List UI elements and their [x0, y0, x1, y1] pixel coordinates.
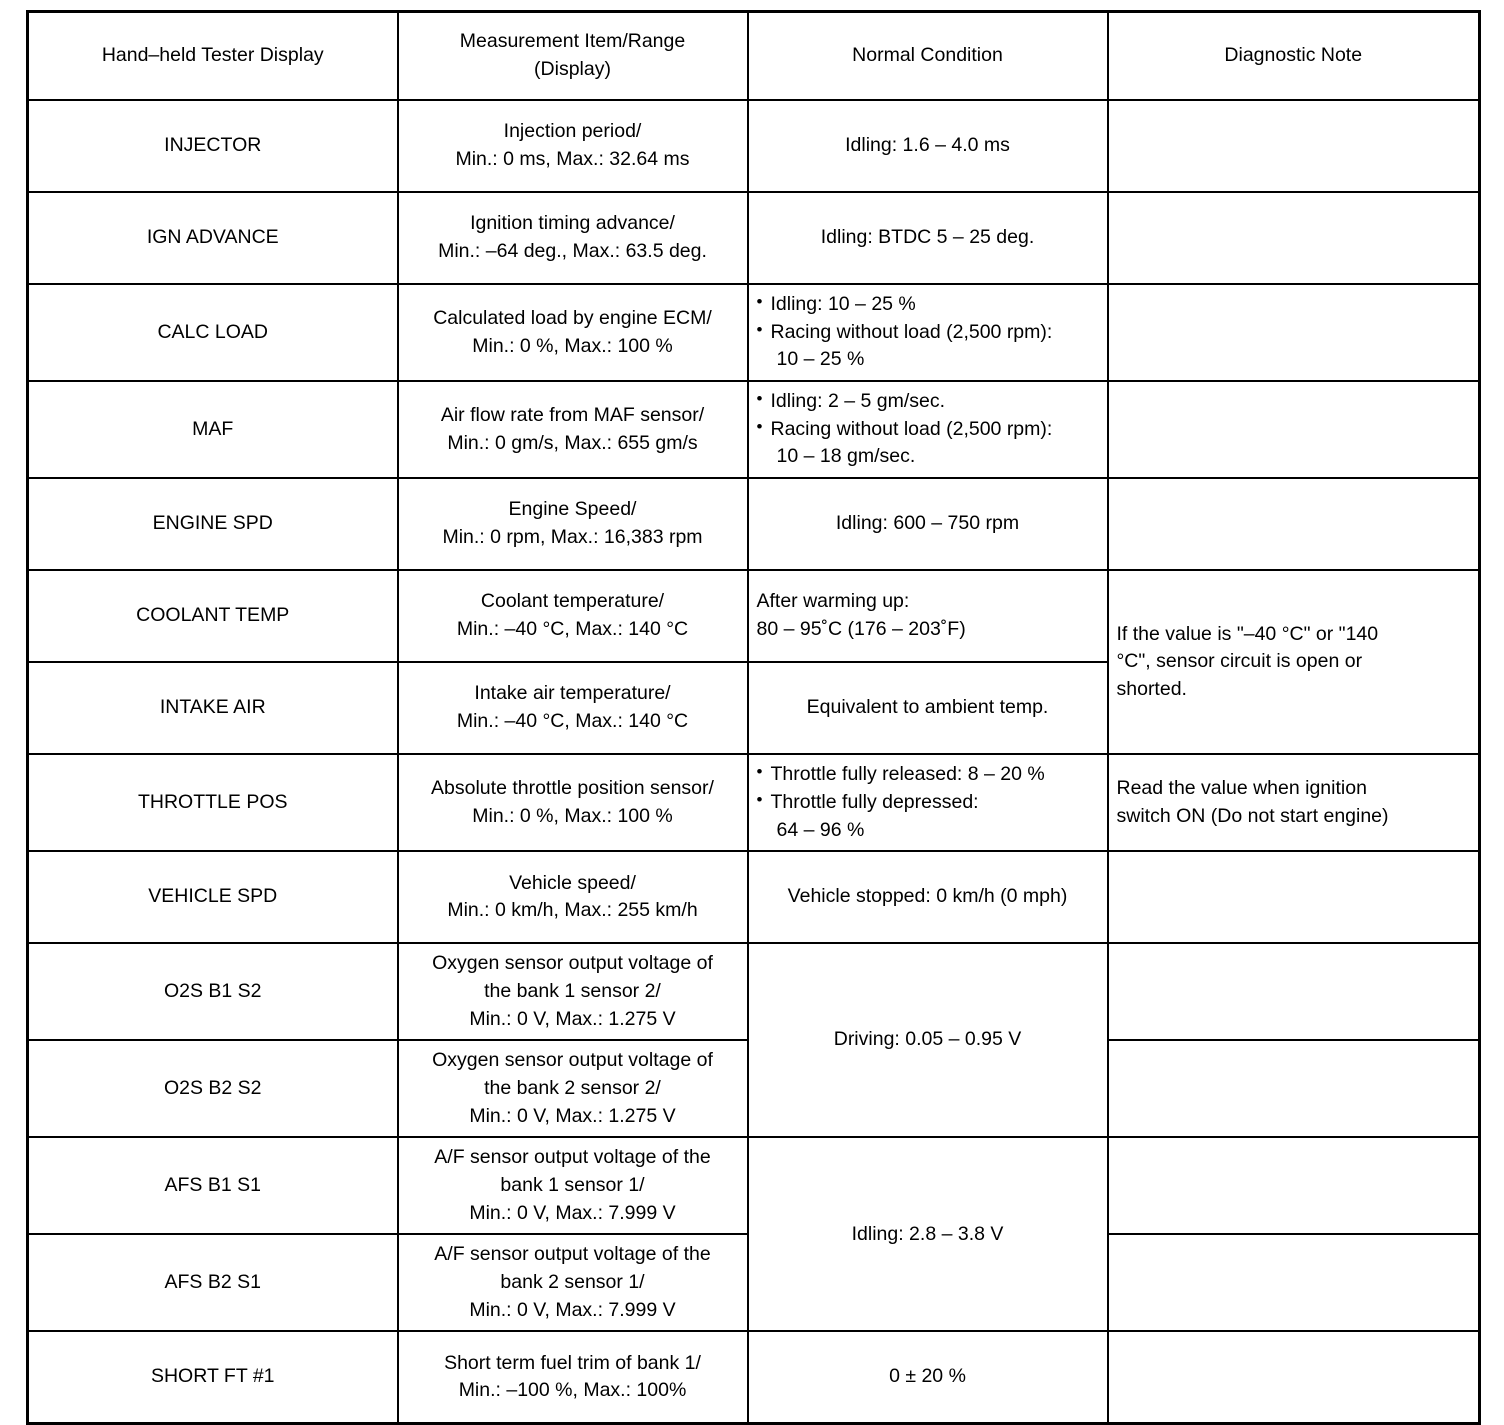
cell-display — [28, 754, 398, 851]
normal-line: Driving: 0.05 – 0.95 V — [833, 1028, 1022, 1051]
header-line: (Display) — [534, 58, 611, 80]
item-line: Coolant temperature/ — [480, 590, 665, 613]
item-line: Min.: 0 %, Max.: 100 % — [472, 334, 673, 357]
display-name: IGN ADVANCE — [146, 226, 279, 249]
cell-normal-condition — [748, 570, 1108, 662]
cell-item-range — [398, 943, 748, 1040]
header-row — [28, 12, 1480, 101]
bullet-line: • Idling: 10 – 25 % — [757, 291, 1099, 319]
normal-line: Idling: BTDC 5 – 25 deg. — [820, 226, 1035, 249]
diagnostic-parameters-table — [26, 10, 1481, 1425]
item-line: Min.: 0 V, Max.: 1.275 V — [469, 1104, 676, 1127]
table-row — [28, 478, 1480, 570]
item-line: Min.: 0 rpm, Max.: 16,383 rpm — [442, 526, 703, 549]
table-row — [28, 851, 1480, 943]
cell-diagnostic-note — [1108, 284, 1480, 381]
cell-item-range — [398, 1040, 748, 1137]
cell-item-range — [398, 1137, 748, 1234]
display-name: MAF — [192, 417, 234, 440]
cell-display — [28, 851, 398, 943]
item-line: Air flow rate from MAF sensor/ — [440, 403, 705, 426]
normal-line: Idling: 600 – 750 rpm — [835, 512, 1020, 535]
display-name: SHORT FT #1 — [150, 1365, 275, 1388]
display-name: COOLANT TEMP — [136, 604, 290, 627]
item-line: Min.: 0 V, Max.: 1.275 V — [469, 1007, 676, 1030]
display-name: O2S B1 S2 — [163, 979, 262, 1002]
cell-normal-condition — [748, 100, 1108, 192]
item-line: the bank 1 sensor 2/ — [484, 979, 661, 1002]
cell-normal-condition — [748, 851, 1108, 943]
cell-item-range — [398, 754, 748, 851]
cell-display — [28, 100, 398, 192]
normal-line: Equivalent to ambient temp. — [806, 696, 1049, 719]
header-diagnostic-note — [1108, 12, 1480, 101]
item-line: Absolute throttle position sensor/ — [431, 776, 714, 799]
header-line: Measurement Item/Range — [459, 30, 686, 53]
table-body — [28, 100, 1480, 1423]
display-name: O2S B2 S2 — [163, 1076, 262, 1099]
bullet-line: • Racing without load (2,500 rpm): — [757, 319, 1099, 347]
normal-line: 0 ± 20 % — [889, 1365, 966, 1388]
normal-line: Vehicle stopped: 0 km/h (0 mph) — [787, 885, 1068, 908]
item-line: Vehicle speed/ — [509, 871, 636, 894]
cell-normal-condition — [748, 1137, 1108, 1331]
table-row — [28, 1331, 1480, 1423]
cell-display — [28, 1137, 398, 1234]
cell-item-range — [398, 570, 748, 662]
cell-display — [28, 662, 398, 754]
item-line: Engine Speed/ — [508, 498, 637, 521]
table-row — [28, 192, 1480, 284]
cell-diagnostic-note — [1108, 192, 1480, 284]
bullet-line: • Racing without load (2,500 rpm): — [757, 416, 1099, 444]
item-line: Ignition timing advance/ — [470, 212, 675, 235]
item-line: Short term fuel trim of bank 1/ — [444, 1351, 701, 1374]
item-line: A/F sensor output voltage of the — [434, 1243, 711, 1266]
cell-display — [28, 943, 398, 1040]
item-line: Min.: –100 %, Max.: 100% — [458, 1379, 687, 1402]
item-line: A/F sensor output voltage of the — [434, 1146, 711, 1169]
cell-normal-condition — [748, 943, 1108, 1137]
cell-diagnostic-note — [1108, 1137, 1480, 1234]
item-line: Min.: 0 ms, Max.: 32.64 ms — [455, 148, 690, 170]
header-line: Normal Condition — [852, 44, 1003, 67]
cell-diagnostic-note — [1108, 570, 1480, 754]
cell-display — [28, 570, 398, 662]
header-normal-condition — [748, 12, 1108, 101]
cell-display — [28, 1331, 398, 1423]
cell-diagnostic-note — [1108, 1040, 1480, 1137]
table-row — [28, 284, 1480, 381]
bullet-line: • Idling: 2 – 5 gm/sec. — [757, 388, 1099, 416]
cell-item-range — [398, 1331, 748, 1423]
table-row — [28, 100, 1480, 192]
item-line: the bank 2 sensor 2/ — [484, 1076, 661, 1099]
item-line: Min.: 0 gm/s, Max.: 655 gm/s — [447, 431, 698, 454]
cell-normal-condition — [748, 478, 1108, 570]
item-line: Intake air temperature/ — [474, 682, 671, 705]
item-line: Oxygen sensor output voltage of — [432, 952, 713, 975]
cell-item-range — [398, 851, 748, 943]
cell-item-range — [398, 100, 748, 192]
cell-normal-condition — [748, 662, 1108, 754]
cell-diagnostic-note — [1108, 1234, 1480, 1331]
display-name: THROTTLE POS — [137, 790, 288, 813]
cell-item-range — [398, 1234, 748, 1331]
item-line: Min.: –64 deg., Max.: 63.5 deg. — [438, 240, 707, 262]
display-name: AFS B1 S1 — [164, 1174, 261, 1196]
cell-item-range — [398, 192, 748, 284]
note-line: switch ON (Do not start engine) — [1116, 804, 1389, 827]
display-name: INJECTOR — [164, 134, 262, 157]
header-line: Diagnostic Note — [1224, 44, 1363, 67]
cell-display — [28, 381, 398, 478]
header-measurement-item-range — [398, 12, 748, 101]
cell-normal-condition — [748, 381, 1108, 478]
table-row — [28, 570, 1480, 662]
cell-normal-condition — [748, 192, 1108, 284]
table-header — [28, 12, 1480, 101]
table-row — [28, 943, 1480, 1040]
bullet-continuation: 10 – 25 % — [776, 348, 865, 371]
item-line: bank 1 sensor 1/ — [500, 1174, 645, 1196]
cell-diagnostic-note — [1108, 478, 1480, 570]
display-name: AFS B2 S1 — [164, 1271, 261, 1294]
bullet-line: • Throttle fully released: 8 – 20 % — [757, 761, 1099, 789]
display-name: INTAKE AIR — [159, 696, 266, 719]
bullet-line: • Throttle fully depressed: — [757, 789, 1099, 817]
table-row — [28, 381, 1480, 478]
item-line: Oxygen sensor output voltage of — [432, 1049, 713, 1072]
note-line: shorted. — [1116, 677, 1187, 700]
cell-display — [28, 192, 398, 284]
item-line: Min.: –40 °C, Max.: 140 °C — [456, 710, 689, 733]
cell-display — [28, 1234, 398, 1331]
display-name: CALC LOAD — [157, 320, 269, 343]
cell-display — [28, 478, 398, 570]
item-line: Injection period/ — [503, 120, 642, 143]
display-name: VEHICLE SPD — [148, 885, 278, 908]
item-line: Min.: 0 %, Max.: 100 % — [472, 804, 673, 827]
item-line: bank 2 sensor 1/ — [500, 1271, 645, 1294]
item-line: Min.: 0 km/h, Max.: 255 km/h — [447, 899, 698, 922]
cell-display — [28, 1040, 398, 1137]
cell-diagnostic-note — [1108, 851, 1480, 943]
table-row — [28, 754, 1480, 851]
normal-line: 80 – 95˚C (176 – 203˚F) — [756, 618, 966, 641]
normal-line: After warming up: — [756, 590, 910, 613]
cell-display — [28, 284, 398, 381]
cell-diagnostic-note — [1108, 381, 1480, 478]
table-row — [28, 1137, 1480, 1234]
cell-diagnostic-note — [1108, 1331, 1480, 1423]
display-name: ENGINE SPD — [152, 512, 273, 535]
bullet-continuation: 64 – 96 % — [776, 818, 865, 841]
note-line: If the value is "–40 °C" or "140 — [1116, 622, 1379, 645]
bullet-continuation: 10 – 18 gm/sec. — [776, 445, 916, 468]
item-line: Calculated load by engine ECM/ — [433, 306, 712, 329]
normal-line: Idling: 2.8 – 3.8 V — [851, 1222, 1004, 1245]
item-line: Min.: 0 V, Max.: 7.999 V — [469, 1201, 676, 1224]
cell-item-range — [398, 662, 748, 754]
item-line: Min.: 0 V, Max.: 7.999 V — [469, 1298, 676, 1321]
note-line: °C", sensor circuit is open or — [1116, 650, 1363, 673]
normal-line: Idling: 1.6 – 4.0 ms — [845, 134, 1010, 157]
cell-diagnostic-note — [1108, 100, 1480, 192]
item-line: Min.: –40 °C, Max.: 140 °C — [456, 618, 689, 641]
header-line: Hand–held Tester Display — [101, 44, 324, 67]
cell-normal-condition — [748, 284, 1108, 381]
note-line: Read the value when ignition — [1116, 776, 1367, 799]
header-hand-held-tester-display — [28, 12, 398, 101]
cell-item-range — [398, 284, 748, 381]
cell-diagnostic-note — [1108, 754, 1480, 851]
cell-normal-condition — [748, 1331, 1108, 1423]
cell-item-range — [398, 381, 748, 478]
cell-normal-condition — [748, 754, 1108, 851]
cell-item-range — [398, 478, 748, 570]
cell-diagnostic-note — [1108, 943, 1480, 1040]
